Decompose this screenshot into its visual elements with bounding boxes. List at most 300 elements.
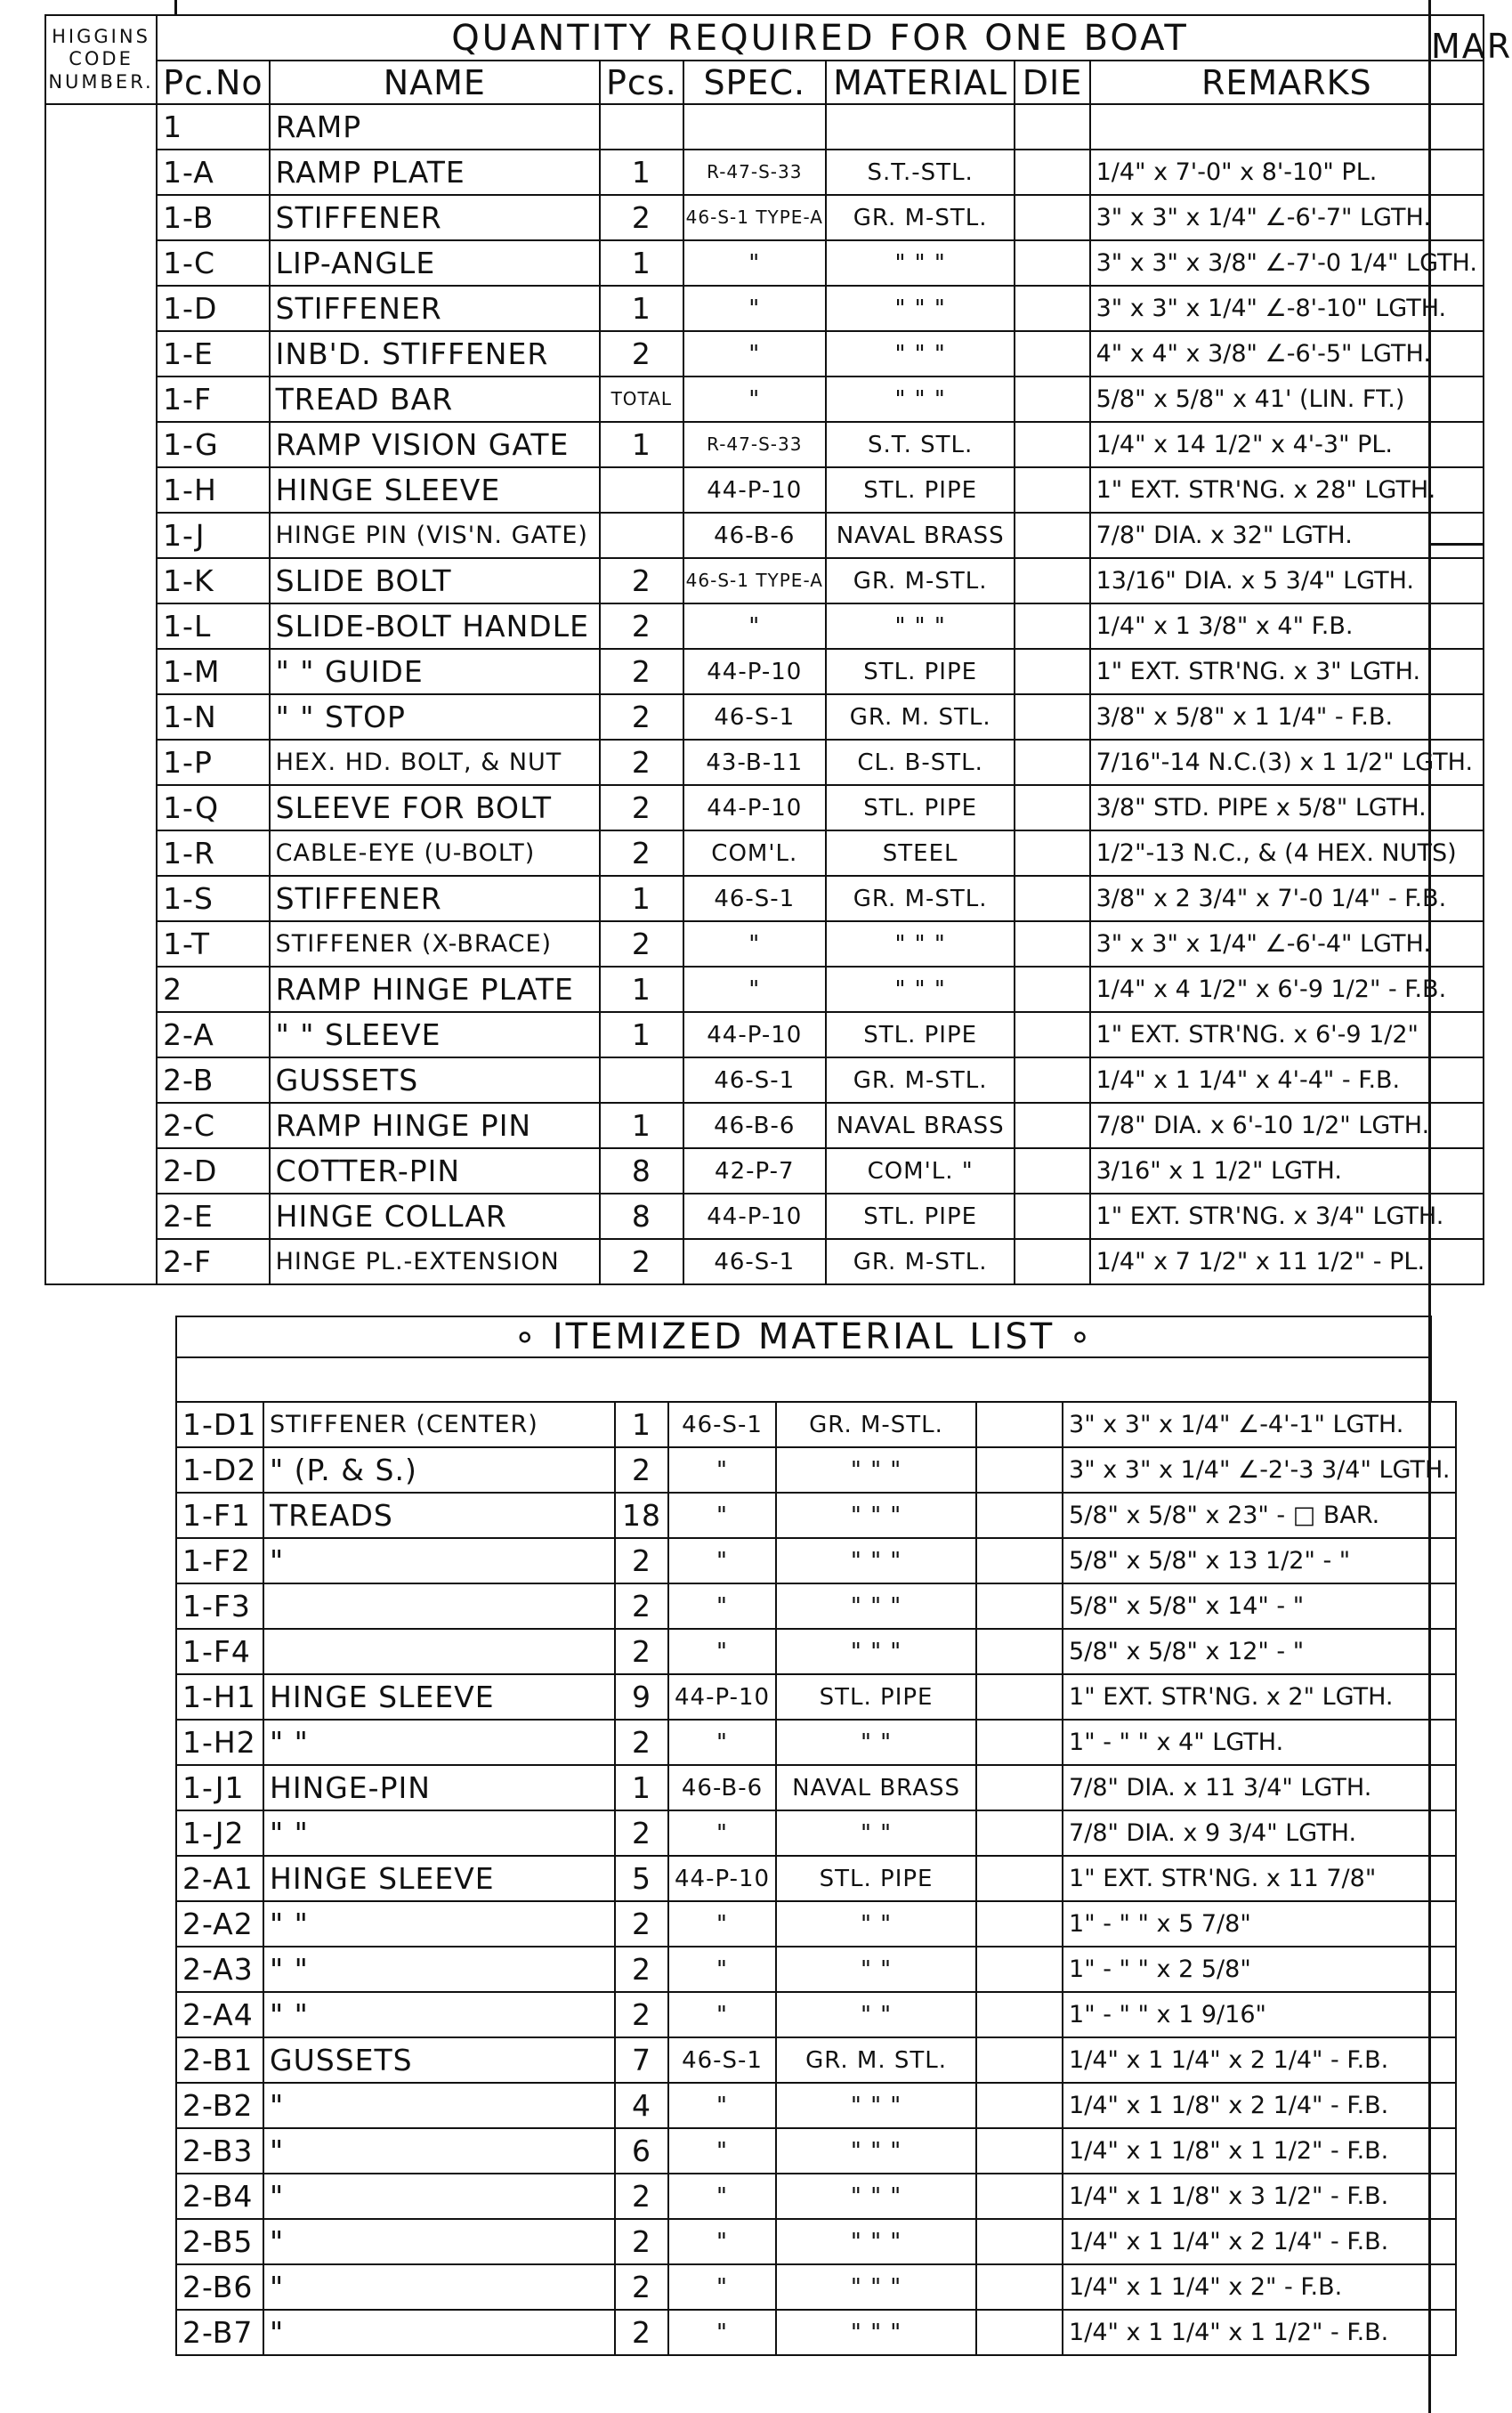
cell-name: " bbox=[263, 2219, 615, 2264]
cell-material: " " " bbox=[776, 2128, 976, 2174]
cell-pcs: 1 bbox=[615, 1402, 668, 1447]
cell-name: HINGE-PIN bbox=[263, 1765, 615, 1810]
cell-die bbox=[976, 2310, 1063, 2355]
cell-material: " " " bbox=[826, 603, 1015, 649]
table-row bbox=[45, 785, 1484, 830]
cell-pcno: 2-B2 bbox=[176, 2083, 263, 2128]
code-cell bbox=[45, 240, 157, 286]
table-row bbox=[45, 150, 1484, 195]
cell-name: COTTER-PIN bbox=[270, 1148, 600, 1194]
table-title: QUANTITY REQUIRED FOR ONE BOAT bbox=[157, 15, 1484, 61]
cell-name: " " GUIDE bbox=[270, 649, 600, 694]
cell-pcno: 1-B bbox=[157, 195, 270, 240]
cell-pcs: 2 bbox=[615, 1538, 668, 1583]
cell-pcno: 1-H2 bbox=[176, 1720, 263, 1765]
cell-die bbox=[976, 1447, 1063, 1493]
cell-pcno: 1-A bbox=[157, 150, 270, 195]
cell-spec: " bbox=[668, 1447, 776, 1493]
cell-name: STIFFENER bbox=[270, 876, 600, 921]
cell-remarks: 1/4" x 1 1/4" x 4'-4" - F.B. bbox=[1090, 1057, 1484, 1103]
cell-remarks: 3" x 3" x 3/8" ∠-7'-0 1/4" LGTH. bbox=[1090, 240, 1484, 286]
cell-remarks: 5/8" x 5/8" x 41' (LIN. FT.) bbox=[1090, 377, 1484, 422]
cell-spec: " bbox=[668, 2128, 776, 2174]
col-remarks: REMARKS bbox=[1090, 61, 1484, 104]
cell-die bbox=[976, 1583, 1063, 1629]
cell-pcs: 7 bbox=[615, 2037, 668, 2083]
cell-spec: 43-B-11 bbox=[683, 740, 826, 785]
cell-pcs: 2 bbox=[600, 649, 683, 694]
cell-spec: 46-S-1 bbox=[668, 1402, 776, 1447]
table-row bbox=[45, 694, 1484, 740]
cell-spec: 44-P-10 bbox=[683, 1012, 826, 1057]
cell-die bbox=[1015, 422, 1089, 467]
table-row bbox=[45, 740, 1484, 785]
cell-material: " " " bbox=[776, 1493, 976, 1538]
code-cell bbox=[45, 785, 157, 830]
cell-spec: " bbox=[668, 2310, 776, 2355]
cell-remarks: 1" EXT. STR'NG. x 11 7/8" bbox=[1063, 1856, 1456, 1901]
cell-pcs: 1 bbox=[615, 1765, 668, 1810]
itemized-list-spacer bbox=[175, 1356, 1432, 1401]
cell-spec: " bbox=[683, 603, 826, 649]
cell-material: NAVAL BRASS bbox=[826, 1103, 1015, 1148]
code-cell bbox=[45, 558, 157, 603]
code-cell bbox=[45, 1148, 157, 1194]
cell-name: " bbox=[263, 2083, 615, 2128]
cell-remarks: 1" - " " x 2 5/8" bbox=[1063, 1947, 1456, 1992]
cell-name: " bbox=[263, 2310, 615, 2355]
cell-name: " " bbox=[263, 1947, 615, 1992]
table-row bbox=[176, 1629, 1456, 1674]
cell-spec: 44-P-10 bbox=[683, 1194, 826, 1239]
code-cell bbox=[45, 694, 157, 740]
table-row bbox=[45, 649, 1484, 694]
table-row bbox=[45, 1012, 1484, 1057]
table-row bbox=[176, 2219, 1456, 2264]
cell-name: " " bbox=[263, 1992, 615, 2037]
table-row bbox=[45, 967, 1484, 1012]
cell-remarks: 1/4" x 14 1/2" x 4'-3" PL. bbox=[1090, 422, 1484, 467]
table-row bbox=[45, 286, 1484, 331]
cell-name: HINGE SLEEVE bbox=[263, 1674, 615, 1720]
cell-pcno: 1-D2 bbox=[176, 1447, 263, 1493]
cell-spec: 44-P-10 bbox=[683, 467, 826, 513]
cell-spec bbox=[683, 104, 826, 150]
cell-pcno: 2-B1 bbox=[176, 2037, 263, 2083]
table-row bbox=[45, 603, 1484, 649]
cell-name: STIFFENER bbox=[270, 195, 600, 240]
cell-pcno: 1-H bbox=[157, 467, 270, 513]
cell-pcs: TOTAL bbox=[600, 377, 683, 422]
cell-name: STIFFENER (X-BRACE) bbox=[270, 921, 600, 967]
cell-material: NAVAL BRASS bbox=[776, 1765, 976, 1810]
table-row bbox=[176, 1810, 1456, 1856]
cell-die bbox=[976, 1765, 1063, 1810]
cell-spec: " bbox=[683, 967, 826, 1012]
code-cell bbox=[45, 467, 157, 513]
cell-material: " " bbox=[776, 1992, 976, 2037]
cell-pcs: 2 bbox=[600, 558, 683, 603]
cell-name: TREAD BAR bbox=[270, 377, 600, 422]
cell-name bbox=[263, 1629, 615, 1674]
code-cell bbox=[45, 921, 157, 967]
cell-spec: 46-S-1 bbox=[668, 2037, 776, 2083]
cell-spec: " bbox=[668, 1901, 776, 1947]
cell-pcs: 2 bbox=[600, 740, 683, 785]
cell-material: STL. PIPE bbox=[776, 1856, 976, 1901]
cell-spec: 46-S-1 bbox=[683, 876, 826, 921]
cell-remarks: 3" x 3" x 1/4" ∠-4'-1" LGTH. bbox=[1063, 1402, 1456, 1447]
cell-pcs: 2 bbox=[615, 2219, 668, 2264]
cell-material: CL. B-STL. bbox=[826, 740, 1015, 785]
cell-remarks: 13/16" DIA. x 5 3/4" LGTH. bbox=[1090, 558, 1484, 603]
cell-pcno: 1-H1 bbox=[176, 1674, 263, 1720]
col-spec: SPEC. bbox=[683, 61, 826, 104]
cell-remarks: 1" - " " x 1 9/16" bbox=[1063, 1992, 1456, 2037]
cell-material: " " bbox=[776, 1947, 976, 1992]
cell-name: " " bbox=[263, 1901, 615, 1947]
table-row bbox=[45, 1103, 1484, 1148]
cell-pcno: 1-R bbox=[157, 830, 270, 876]
higgins-code-header: HIGGINS CODE NUMBER. bbox=[45, 15, 157, 104]
col-die: DIE bbox=[1015, 61, 1089, 104]
cell-pcno: 2-A bbox=[157, 1012, 270, 1057]
cell-material: " " bbox=[776, 1901, 976, 1947]
cell-name: STIFFENER bbox=[270, 286, 600, 331]
cell-die bbox=[976, 2037, 1063, 2083]
table-row bbox=[176, 1493, 1456, 1538]
cell-remarks: 5/8" x 5/8" x 13 1/2" - " bbox=[1063, 1538, 1456, 1583]
cell-pcno: 2-B7 bbox=[176, 2310, 263, 2355]
cell-remarks: 3/16" x 1 1/2" LGTH. bbox=[1090, 1148, 1484, 1194]
code-cell bbox=[45, 830, 157, 876]
cell-name: " " SLEEVE bbox=[270, 1012, 600, 1057]
cell-die bbox=[1015, 921, 1089, 967]
table-row bbox=[176, 2128, 1456, 2174]
cell-material: GR. M-STL. bbox=[826, 558, 1015, 603]
table-row bbox=[45, 377, 1484, 422]
cell-pcno: 1 bbox=[157, 104, 270, 150]
cell-pcs: 1 bbox=[600, 1012, 683, 1057]
cell-die bbox=[1015, 240, 1089, 286]
table-row bbox=[176, 1901, 1456, 1947]
cell-material: STEEL bbox=[826, 830, 1015, 876]
table-row bbox=[176, 1402, 1456, 1447]
cell-pcs: 2 bbox=[615, 1901, 668, 1947]
parts-table bbox=[44, 14, 1484, 1285]
table-row bbox=[176, 2310, 1456, 2355]
cell-pcs: 1 bbox=[600, 286, 683, 331]
cell-die bbox=[1015, 195, 1089, 240]
cell-name: " " bbox=[263, 1810, 615, 1856]
col-pcno: Pc.No bbox=[157, 61, 270, 104]
cell-pcno: 2-A2 bbox=[176, 1901, 263, 1947]
code-cell bbox=[45, 876, 157, 921]
cell-remarks: 3" x 3" x 1/4" ∠-8'-10" LGTH. bbox=[1090, 286, 1484, 331]
table-row bbox=[176, 2037, 1456, 2083]
cell-material: GR. M-STL. bbox=[776, 1402, 976, 1447]
cell-remarks: 5/8" x 5/8" x 14" - " bbox=[1063, 1583, 1456, 1629]
cell-material: " " " bbox=[776, 2264, 976, 2310]
cell-pcs: 2 bbox=[600, 921, 683, 967]
table-row bbox=[176, 2264, 1456, 2310]
cell-die bbox=[1015, 286, 1089, 331]
sheet-top-left-tick bbox=[174, 0, 177, 14]
table-row bbox=[45, 558, 1484, 603]
cell-pcno: 2-F bbox=[157, 1239, 270, 1284]
cell-pcno: 2-A4 bbox=[176, 1992, 263, 2037]
cell-spec: " bbox=[668, 2174, 776, 2219]
cell-remarks: 3/8" STD. PIPE x 5/8" LGTH. bbox=[1090, 785, 1484, 830]
table-row bbox=[176, 1947, 1456, 1992]
cell-remarks: 5/8" x 5/8" x 23" - □ BAR. bbox=[1063, 1493, 1456, 1538]
cell-pcs bbox=[600, 513, 683, 558]
cell-die bbox=[1015, 649, 1089, 694]
cell-remarks: 7/8" DIA. x 11 3/4" LGTH. bbox=[1063, 1765, 1456, 1810]
cell-pcs: 2 bbox=[615, 1992, 668, 2037]
cell-pcs: 2 bbox=[600, 603, 683, 649]
cell-pcs: 2 bbox=[600, 830, 683, 876]
cell-material: " " " bbox=[776, 1629, 976, 1674]
cell-name: HINGE COLLAR bbox=[270, 1194, 600, 1239]
cell-material bbox=[826, 104, 1015, 150]
table-row bbox=[176, 1992, 1456, 2037]
table-row bbox=[45, 1239, 1484, 1284]
cell-name: GUSSETS bbox=[263, 2037, 615, 2083]
cell-remarks: 1" EXT. STR'NG. x 28" LGTH. bbox=[1090, 467, 1484, 513]
cell-name: GUSSETS bbox=[270, 1057, 600, 1103]
cell-remarks: 3/8" x 2 3/4" x 7'-0 1/4" - F.B. bbox=[1090, 876, 1484, 921]
cell-pcno: 1-F bbox=[157, 377, 270, 422]
cell-material: GR. M-STL. bbox=[826, 195, 1015, 240]
cell-material: GR. M-STL. bbox=[826, 876, 1015, 921]
cell-die bbox=[1015, 876, 1089, 921]
cell-pcs: 2 bbox=[615, 1720, 668, 1765]
cell-name: " bbox=[263, 2128, 615, 2174]
cell-spec: " bbox=[668, 1629, 776, 1674]
cell-die bbox=[976, 1992, 1063, 2037]
cell-die bbox=[1015, 694, 1089, 740]
cell-name: RAMP bbox=[270, 104, 600, 150]
col-material: MATERIAL bbox=[826, 61, 1015, 104]
cell-name: RAMP HINGE PIN bbox=[270, 1103, 600, 1148]
table-row bbox=[45, 422, 1484, 467]
code-cell bbox=[45, 150, 157, 195]
cell-pcno: 1-D bbox=[157, 286, 270, 331]
cell-pcno: 2-C bbox=[157, 1103, 270, 1148]
cell-spec: 44-P-10 bbox=[683, 649, 826, 694]
cell-pcno: 1-J2 bbox=[176, 1810, 263, 1856]
table-row bbox=[45, 830, 1484, 876]
cell-material: S.T. STL. bbox=[826, 422, 1015, 467]
cell-spec: 44-P-10 bbox=[683, 785, 826, 830]
cell-material: STL. PIPE bbox=[776, 1674, 976, 1720]
cell-pcs: 2 bbox=[600, 694, 683, 740]
table-row bbox=[176, 1765, 1456, 1810]
cell-remarks: 1" - " " x 4" LGTH. bbox=[1063, 1720, 1456, 1765]
cell-die bbox=[976, 1538, 1063, 1583]
cell-remarks: 4" x 4" x 3/8" ∠-6'-5" LGTH. bbox=[1090, 331, 1484, 377]
cell-name: INB'D. STIFFENER bbox=[270, 331, 600, 377]
cell-spec: 46-S-1 bbox=[683, 1057, 826, 1103]
cell-material: COM'L. " bbox=[826, 1148, 1015, 1194]
cell-remarks: 1/4" x 1 1/8" x 3 1/2" - F.B. bbox=[1063, 2174, 1456, 2219]
table-row bbox=[45, 1194, 1484, 1239]
cell-spec: " bbox=[683, 240, 826, 286]
col-pcs: Pcs. bbox=[600, 61, 683, 104]
cell-die bbox=[976, 2128, 1063, 2174]
cell-name: HINGE PL.-EXTENSION bbox=[270, 1239, 600, 1284]
cell-die bbox=[1015, 104, 1089, 150]
cell-spec: " bbox=[683, 921, 826, 967]
cell-pcno: 2-A3 bbox=[176, 1947, 263, 1992]
cell-material: " " " bbox=[826, 286, 1015, 331]
cell-name: " bbox=[263, 2264, 615, 2310]
cell-pcs: 18 bbox=[615, 1493, 668, 1538]
cell-name: TREADS bbox=[263, 1493, 615, 1538]
cell-material: " " " bbox=[776, 1583, 976, 1629]
cell-remarks: 3" x 3" x 1/4" ∠-6'-4" LGTH. bbox=[1090, 921, 1484, 967]
cell-name: HINGE PIN (VIS'N. GATE) bbox=[270, 513, 600, 558]
cell-pcno: 2 bbox=[157, 967, 270, 1012]
code-cell bbox=[45, 649, 157, 694]
cell-name: " (P. & S.) bbox=[263, 1447, 615, 1493]
cell-pcno: 2-B bbox=[157, 1057, 270, 1103]
cell-pcno: 1-T bbox=[157, 921, 270, 967]
cell-die bbox=[1015, 150, 1089, 195]
cell-pcs: 2 bbox=[615, 2174, 668, 2219]
cell-spec: 46-S-1 TYPE-A bbox=[683, 558, 826, 603]
code-cell bbox=[45, 1194, 157, 1239]
cell-die bbox=[1015, 1148, 1089, 1194]
cell-material: " " " bbox=[776, 2310, 976, 2355]
cell-die bbox=[976, 1493, 1063, 1538]
cell-pcs: 2 bbox=[600, 331, 683, 377]
cell-spec: " bbox=[668, 1992, 776, 2037]
cell-pcs: 2 bbox=[615, 2310, 668, 2355]
cell-pcs bbox=[600, 1057, 683, 1103]
cell-material: S.T.-STL. bbox=[826, 150, 1015, 195]
cell-remarks: 1/4" x 1 1/4" x 1 1/2" - F.B. bbox=[1063, 2310, 1456, 2355]
cell-spec: 46-S-1 bbox=[683, 694, 826, 740]
table-row bbox=[45, 513, 1484, 558]
cell-pcno: 1-S bbox=[157, 876, 270, 921]
cell-remarks: 1" EXT. STR'NG. x 3/4" LGTH. bbox=[1090, 1194, 1484, 1239]
cell-remarks: 1" EXT. STR'NG. x 6'-9 1/2" bbox=[1090, 1012, 1484, 1057]
itemized-list-title: ∘ ITEMIZED MATERIAL LIST ∘ bbox=[175, 1316, 1432, 1358]
cell-name: " bbox=[263, 2174, 615, 2219]
cell-material: GR. M. STL. bbox=[826, 694, 1015, 740]
table-row bbox=[176, 1583, 1456, 1629]
cell-remarks: 1/4" x 7'-0" x 8'-10" PL. bbox=[1090, 150, 1484, 195]
cell-die bbox=[976, 1947, 1063, 1992]
cell-die bbox=[1015, 467, 1089, 513]
cell-material: STL. PIPE bbox=[826, 785, 1015, 830]
cell-pcs: 1 bbox=[600, 422, 683, 467]
cell-die bbox=[1015, 1012, 1089, 1057]
cell-pcno: 1-N bbox=[157, 694, 270, 740]
cell-spec: " bbox=[668, 2083, 776, 2128]
cell-die bbox=[976, 1810, 1063, 1856]
cell-material: " " bbox=[776, 1810, 976, 1856]
cell-pcs: 1 bbox=[600, 967, 683, 1012]
cell-spec: " bbox=[668, 1720, 776, 1765]
cell-pcno: 2-B6 bbox=[176, 2264, 263, 2310]
cell-spec: " bbox=[668, 1947, 776, 1992]
cell-pcs: 8 bbox=[600, 1194, 683, 1239]
code-cell bbox=[45, 377, 157, 422]
cell-die bbox=[976, 2219, 1063, 2264]
cell-pcno: 1-L bbox=[157, 603, 270, 649]
mark-column-header: MAR bbox=[1431, 27, 1512, 66]
cell-die bbox=[976, 1629, 1063, 1674]
cell-spec: " bbox=[668, 1810, 776, 1856]
cell-pcs: 2 bbox=[615, 1583, 668, 1629]
code-cell bbox=[45, 1239, 157, 1284]
cell-pcs: 2 bbox=[615, 1447, 668, 1493]
cell-material: " " " bbox=[776, 1538, 976, 1583]
cell-spec: R-47-S-33 bbox=[683, 150, 826, 195]
cell-die bbox=[976, 1674, 1063, 1720]
cell-pcno: 1-P bbox=[157, 740, 270, 785]
cell-spec: " bbox=[668, 2219, 776, 2264]
cell-pcno: 2-A1 bbox=[176, 1856, 263, 1901]
cell-name: " bbox=[263, 1538, 615, 1583]
cell-spec: 46-B-6 bbox=[683, 1103, 826, 1148]
cell-die bbox=[976, 2174, 1063, 2219]
cell-name: " " bbox=[263, 1720, 615, 1765]
cell-remarks: 1/4" x 1 1/8" x 1 1/2" - F.B. bbox=[1063, 2128, 1456, 2174]
cell-die bbox=[1015, 1239, 1089, 1284]
cell-die bbox=[976, 1720, 1063, 1765]
cell-material: " " " bbox=[776, 1447, 976, 1493]
code-cell bbox=[45, 513, 157, 558]
cell-material: GR. M. STL. bbox=[776, 2037, 976, 2083]
cell-spec: 46-B-6 bbox=[668, 1765, 776, 1810]
cell-name: SLIDE-BOLT HANDLE bbox=[270, 603, 600, 649]
cell-name: RAMP PLATE bbox=[270, 150, 600, 195]
cell-material: NAVAL BRASS bbox=[826, 513, 1015, 558]
code-cell bbox=[45, 1057, 157, 1103]
cell-material: " " " bbox=[826, 921, 1015, 967]
cell-remarks bbox=[1090, 104, 1484, 150]
cell-die bbox=[1015, 740, 1089, 785]
cell-pcs: 2 bbox=[615, 1629, 668, 1674]
code-cell bbox=[45, 1012, 157, 1057]
table-row bbox=[176, 2083, 1456, 2128]
cell-die bbox=[1015, 967, 1089, 1012]
cell-name: " " STOP bbox=[270, 694, 600, 740]
cell-die bbox=[1015, 331, 1089, 377]
cell-remarks: 3/8" x 5/8" x 1 1/4" - F.B. bbox=[1090, 694, 1484, 740]
table-row bbox=[45, 1148, 1484, 1194]
cell-spec: 46-S-1 TYPE-A bbox=[683, 195, 826, 240]
cell-pcs: 2 bbox=[600, 195, 683, 240]
cell-pcno: 1-Q bbox=[157, 785, 270, 830]
cell-pcno: 2-B5 bbox=[176, 2219, 263, 2264]
cell-pcs: 1 bbox=[600, 1103, 683, 1148]
table-row bbox=[45, 921, 1484, 967]
cell-pcno: 1-J bbox=[157, 513, 270, 558]
code-cell bbox=[45, 422, 157, 467]
cell-pcs: 9 bbox=[615, 1674, 668, 1720]
table-row bbox=[45, 467, 1484, 513]
cell-pcs: 2 bbox=[615, 1810, 668, 1856]
cell-spec: R-47-S-33 bbox=[683, 422, 826, 467]
cell-die bbox=[1015, 513, 1089, 558]
cell-spec: COM'L. bbox=[683, 830, 826, 876]
cell-name: RAMP HINGE PLATE bbox=[270, 967, 600, 1012]
